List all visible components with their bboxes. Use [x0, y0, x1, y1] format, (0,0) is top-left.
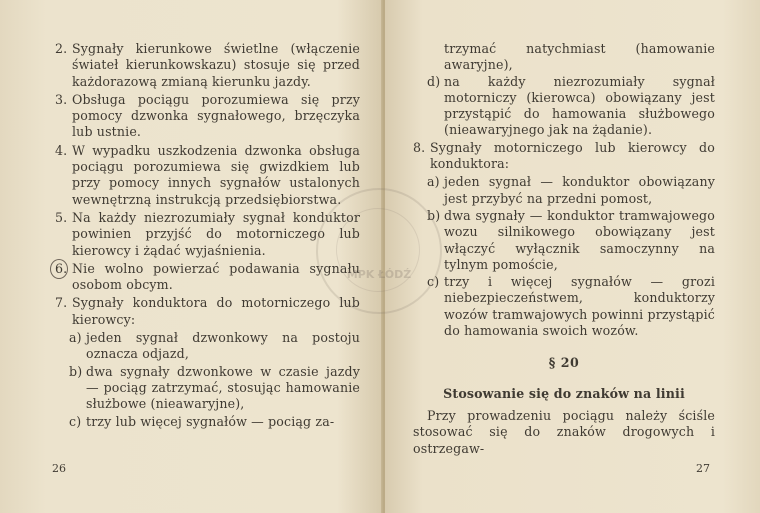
circled-number: 6.: [55, 260, 68, 276]
sub-item: b) dwa sygnały dzwonkowe w czasie jazdy — pociąg zatrzymać, stosując hamowanie służbowe (nieawaryjne),: [69, 363, 360, 412]
sub-item: a) jeden sygnał dzwonkowy na postoju oznacza odjazd,: [69, 330, 360, 362]
list-item: 8. Sygnały motorniczego lub kierowcy do konduktora:: [413, 139, 715, 172]
sub-item: c) trzy lub więcej sygnałów — pociąg za-: [69, 413, 335, 429]
library-stamp-watermark: [316, 188, 442, 314]
right-page-text: [413, 41, 715, 457]
section-number: § 20: [548, 355, 580, 371]
sub-item: b) dwa sygnały — konduktor tramwajowego wozu silnikowego obowiązany jest włączyć wyłącznik samoczynny na tylnym pomoście,: [427, 207, 715, 272]
continued-text: trzymać natychmiast (hamowanie awaryjne),: [444, 41, 715, 73]
stamp-text: MPK ŁÓDŹ: [346, 268, 412, 281]
left-page-text: [55, 41, 360, 431]
list-item: 7. Sygnały konduktora do motorniczego lub kierowcy:: [55, 295, 360, 327]
list-item: 5. Na każdy niezrozumiały sygnał konduktor powinien przyjść do motorniczego lub kierowcy i żądać wyjaśnienia.: [55, 209, 360, 258]
sub-item: a) jeden sygnał — konduktor obowiązany jest przybyć na przedni pomost,: [427, 174, 715, 206]
sub-item: c) trzy i więcej sygnałów — grozi niebezpieczeństwem, konduktorzy wozów tramwajowych powinni przystąpić do hamowania swoich wozów.: [427, 274, 715, 339]
page-number: 27: [696, 462, 710, 475]
list-item-circled: 6. Nie wolno powierzać podawania sygnału osobom obcym.: [55, 260, 360, 293]
page-number: 26: [52, 462, 66, 475]
list-item: 4. W wypadku uszkodzenia dzwonka obsługa pociągu porozumiewa się gwizdkiem lub przy pomocy innych sygnałów ustalonych wewnętrzną instrukcją przedsiębiorstwa.: [55, 142, 360, 207]
list-item: 3. Obsługa pociągu porozumiewa się przy pomocy dzwonka sygnałowego, brzęczyka lub ustnie.: [55, 91, 360, 140]
sub-item: d) na każdy niezrozumiały sygnał motorniczy (kierowca) obowiązany jest przystąpić do hamowania służbowego (nieawaryjnego jak na żądanie).: [427, 73, 715, 138]
paragraph: Przy prowadzeniu pociągu należy ściśle stosować się do znaków drogowych i ostrzegaw-: [413, 407, 715, 456]
list-item: 2. Sygnały kierunkowe świetlne (włączenie świateł kierunkowskazu) stosuje się przed każdorazową zmianą kierunku jazdy.: [55, 41, 360, 89]
section-title: Stosowanie się do znaków na linii: [443, 385, 685, 401]
